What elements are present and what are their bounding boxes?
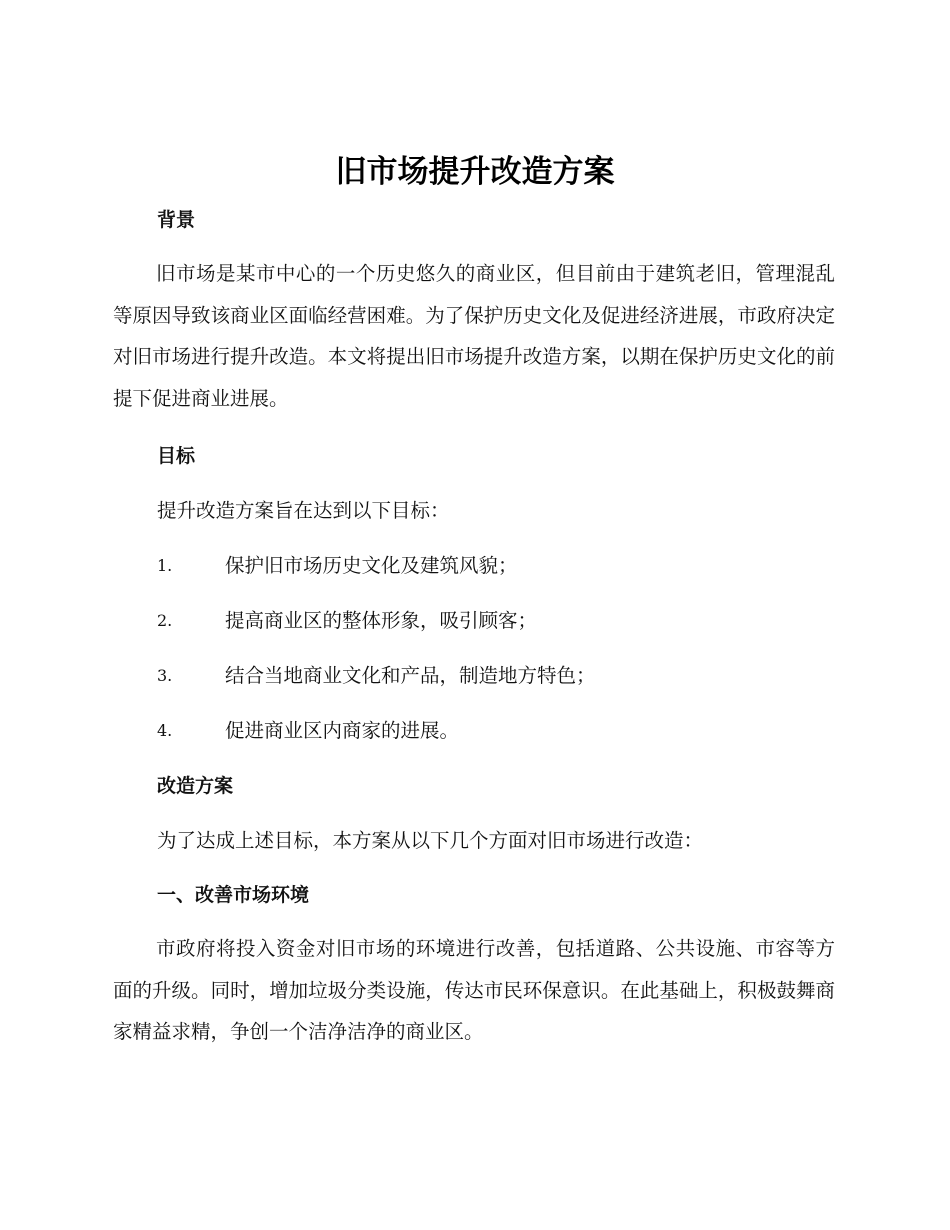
goal-text: 提高商业区的整体形象，吸引顾客； (225, 609, 538, 632)
goal-number: 1. (157, 556, 173, 575)
section-heading-background: 背景 (157, 209, 196, 231)
goal-number: 4. (157, 721, 173, 740)
environment-paragraph: 市政府将投入资金对旧市场的环境进行改善，包括道路、公共设施、市容等方面的升级。同时，增加垃圾分类设施，传达市民环保意识。在此基础上，积极鼓舞商家精益求精，争创一个洁净洁净的商业区。 (113, 937, 835, 1043)
section-heading-plan: 改造方案 (157, 775, 234, 797)
document-title: 旧市场提升改造方案 (335, 154, 615, 190)
plan-intro: 为了达成上述目标，本方案从以下几个方面对旧市场进行改造： (157, 829, 704, 852)
section-heading-goals: 目标 (157, 445, 196, 467)
goal-text: 保护旧市场历史文化及建筑风貌； (225, 554, 518, 577)
goal-number: 2. (157, 611, 173, 630)
goal-text: 结合当地商业文化和产品，制造地方特色； (225, 664, 596, 687)
background-paragraph: 旧市场是某市中心的一个历史悠久的商业区，但目前由于建筑老旧，管理混乱等原因导致该商业区面临经营困难。为了保护历史文化及促进经济进展，市政府决定对旧市场进行提升改造。本文将提出旧市场提升改造方案，以期在保护历史文化的前提下促进商业进展。 (113, 262, 835, 410)
goal-text: 促进商业区内商家的进展。 (225, 719, 460, 742)
goal-number: 3. (157, 666, 173, 685)
subsection-heading-environment: 一、改善市场环境 (157, 884, 310, 906)
goals-intro: 提升改造方案旨在达到以下目标： (157, 499, 450, 522)
